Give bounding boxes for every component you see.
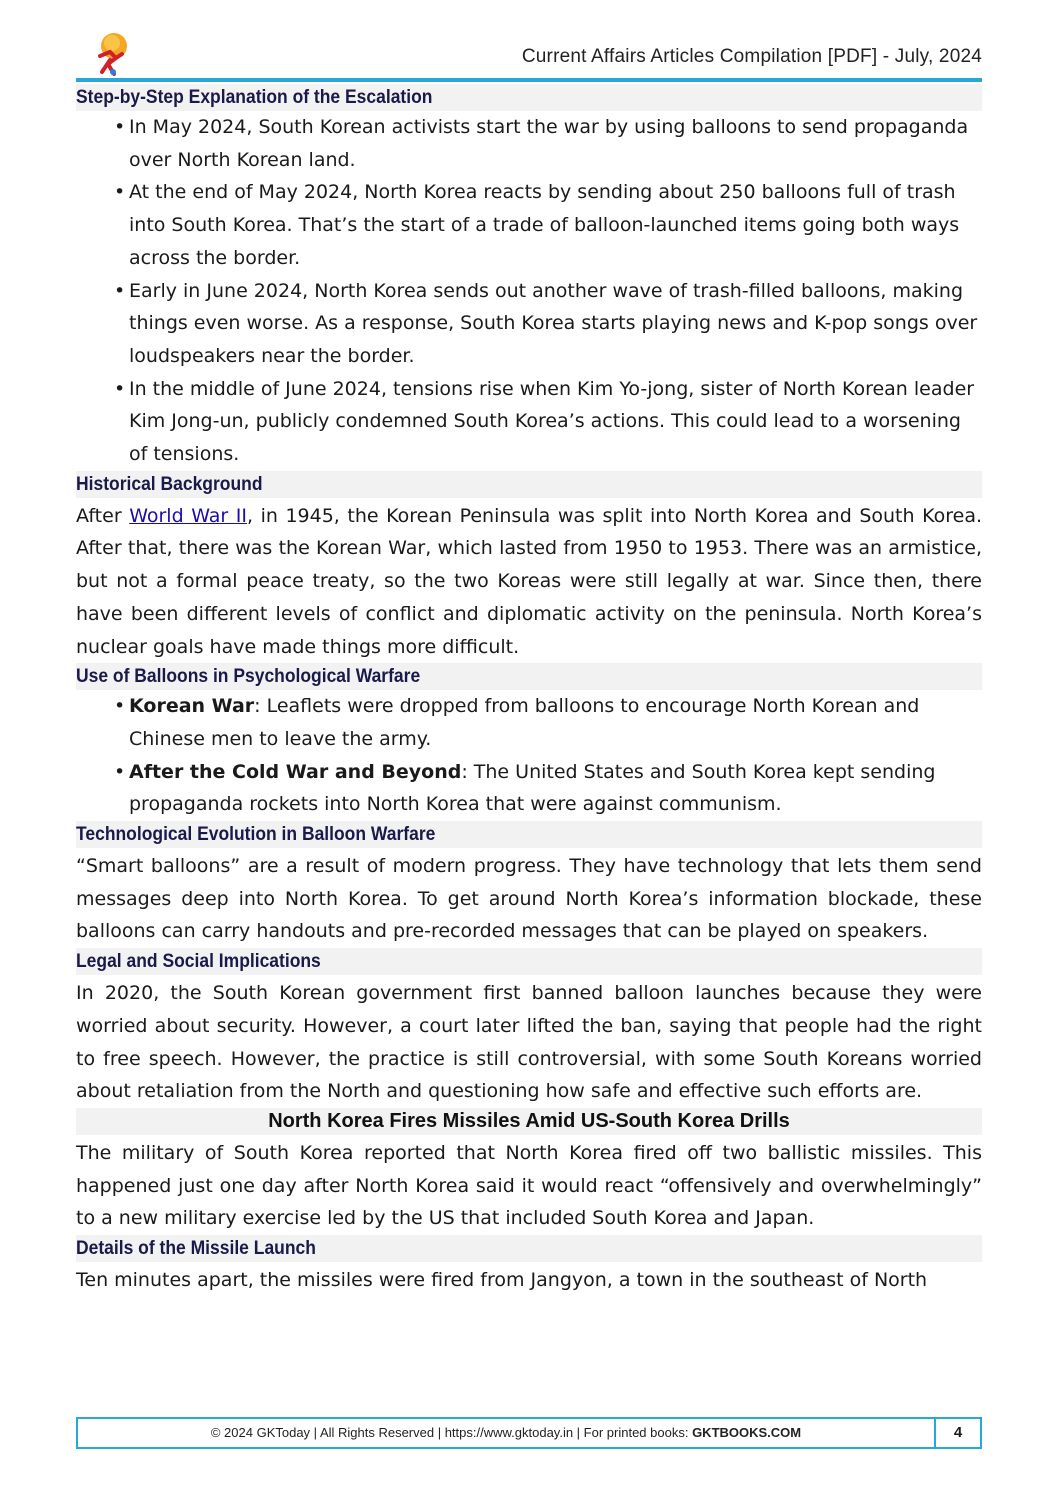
section-heading-historical: Historical Background bbox=[76, 471, 982, 498]
gktoday-logo-icon bbox=[92, 30, 132, 78]
world-war-ii-link[interactable]: World War II bbox=[129, 504, 247, 527]
list-item bbox=[129, 756, 982, 821]
gktbooks-link[interactable]: GKTBOOKS.COM bbox=[692, 1425, 802, 1440]
text: After bbox=[76, 504, 130, 527]
legal-paragraph: In 2020, the South Korean government first banned balloon launches because they were worried about security. However, a court later lifted the ban, saying that people had the right to free speech. However, the practice is still controversial, with some South Koreans worried about retaliation from the North and questioning how safe and effective such efforts are. bbox=[76, 982, 982, 1103]
section-heading-escalation: Step-by-Step Explanation of the Escalation bbox=[76, 84, 982, 111]
term: Korean War bbox=[129, 695, 255, 718]
list-item: • Early in June 2024, North Korea sends out another wave of trash-filled balloons, making things even worse. As a response, South Korea starts playing news and K-pop songs over loudspeakers near the border. bbox=[129, 275, 982, 373]
list-item: • In the middle of June 2024, tensions rise when Kim Yo-jong, sister of North Korean leader Kim Jong-un, publicly condemned South Korea’s actions. This could lead to a worsening of tensions. bbox=[129, 373, 982, 471]
escalation-list bbox=[76, 111, 982, 471]
text: : The United States and South Korea kept sending propaganda rockets into North Korea that were against communism. bbox=[129, 760, 936, 816]
text: , in 1945, the Korean Peninsula was split into North Korea and South Korea. After that, there was the Korean War, which lasted from 1950 to 1953. There was an armistice, but not a formal peace treaty, so the two Koreas were still legally at war. Since then, there have been different levels of conflict and diplomatic activity on the peninsula. North Korea’s nuclear goals have made things more difficult. bbox=[76, 504, 983, 658]
list-item bbox=[129, 690, 982, 755]
section-heading-balloons: Use of Balloons in Psychological Warfare bbox=[76, 663, 982, 690]
missile-paragraph: Ten minutes apart, the missiles were fired from Jangyon, a town in the southeast of North bbox=[76, 1269, 928, 1292]
section-heading-missile: Details of the Missile Launch bbox=[76, 1235, 982, 1262]
text: © 2024 GKToday | All Rights Reserved | https://www.gktoday.in | For printed books: bbox=[210, 1425, 693, 1440]
tech-paragraph: “Smart balloons” are a result of modern progress. They have technology that lets them send messages deep into North Korea. To get around North Korea’s information blockade, these balloons can carry handouts and pre-recorded messages that can be played on speakers. bbox=[76, 855, 982, 943]
historical-paragraph bbox=[76, 500, 982, 664]
list-item: • In May 2024, South Korean activists start the war by using balloons to send propaganda over North Korean land. bbox=[129, 111, 982, 176]
section-heading-legal: Legal and Social Implications bbox=[76, 948, 982, 975]
article-title: North Korea Fires Missiles Amid US-South Korea Drills bbox=[76, 1108, 982, 1135]
header-divider bbox=[76, 78, 982, 82]
page-number: 4 bbox=[934, 1419, 980, 1447]
list-item: • At the end of May 2024, North Korea reacts by sending about 250 balloons full of trash into South Korea. That’s the start of a trade of balloon-launched items going both ways across the border. bbox=[129, 176, 982, 274]
footer-copyright bbox=[78, 1419, 934, 1447]
balloons-list bbox=[76, 690, 982, 821]
document-body bbox=[76, 84, 982, 1297]
article-intro-paragraph: The military of South Korea reported that North Korea fired off two ballistic missiles. This happened just one day after North Korea said it would react “offensively and overwhelmingly” to a new military exercise led by the US that included South Korea and Japan. bbox=[76, 1141, 982, 1230]
term: After the Cold War and Beyond bbox=[129, 760, 462, 783]
section-heading-tech: Technological Evolution in Balloon Warfare bbox=[76, 821, 982, 848]
page-footer bbox=[76, 1417, 982, 1449]
text: : Leaflets were dropped from balloons to encourage North Korean and Chinese men to leave the army. bbox=[129, 695, 920, 750]
header-title: Current Affairs Articles Compilation [PDF] - July, 2024 bbox=[521, 46, 982, 67]
